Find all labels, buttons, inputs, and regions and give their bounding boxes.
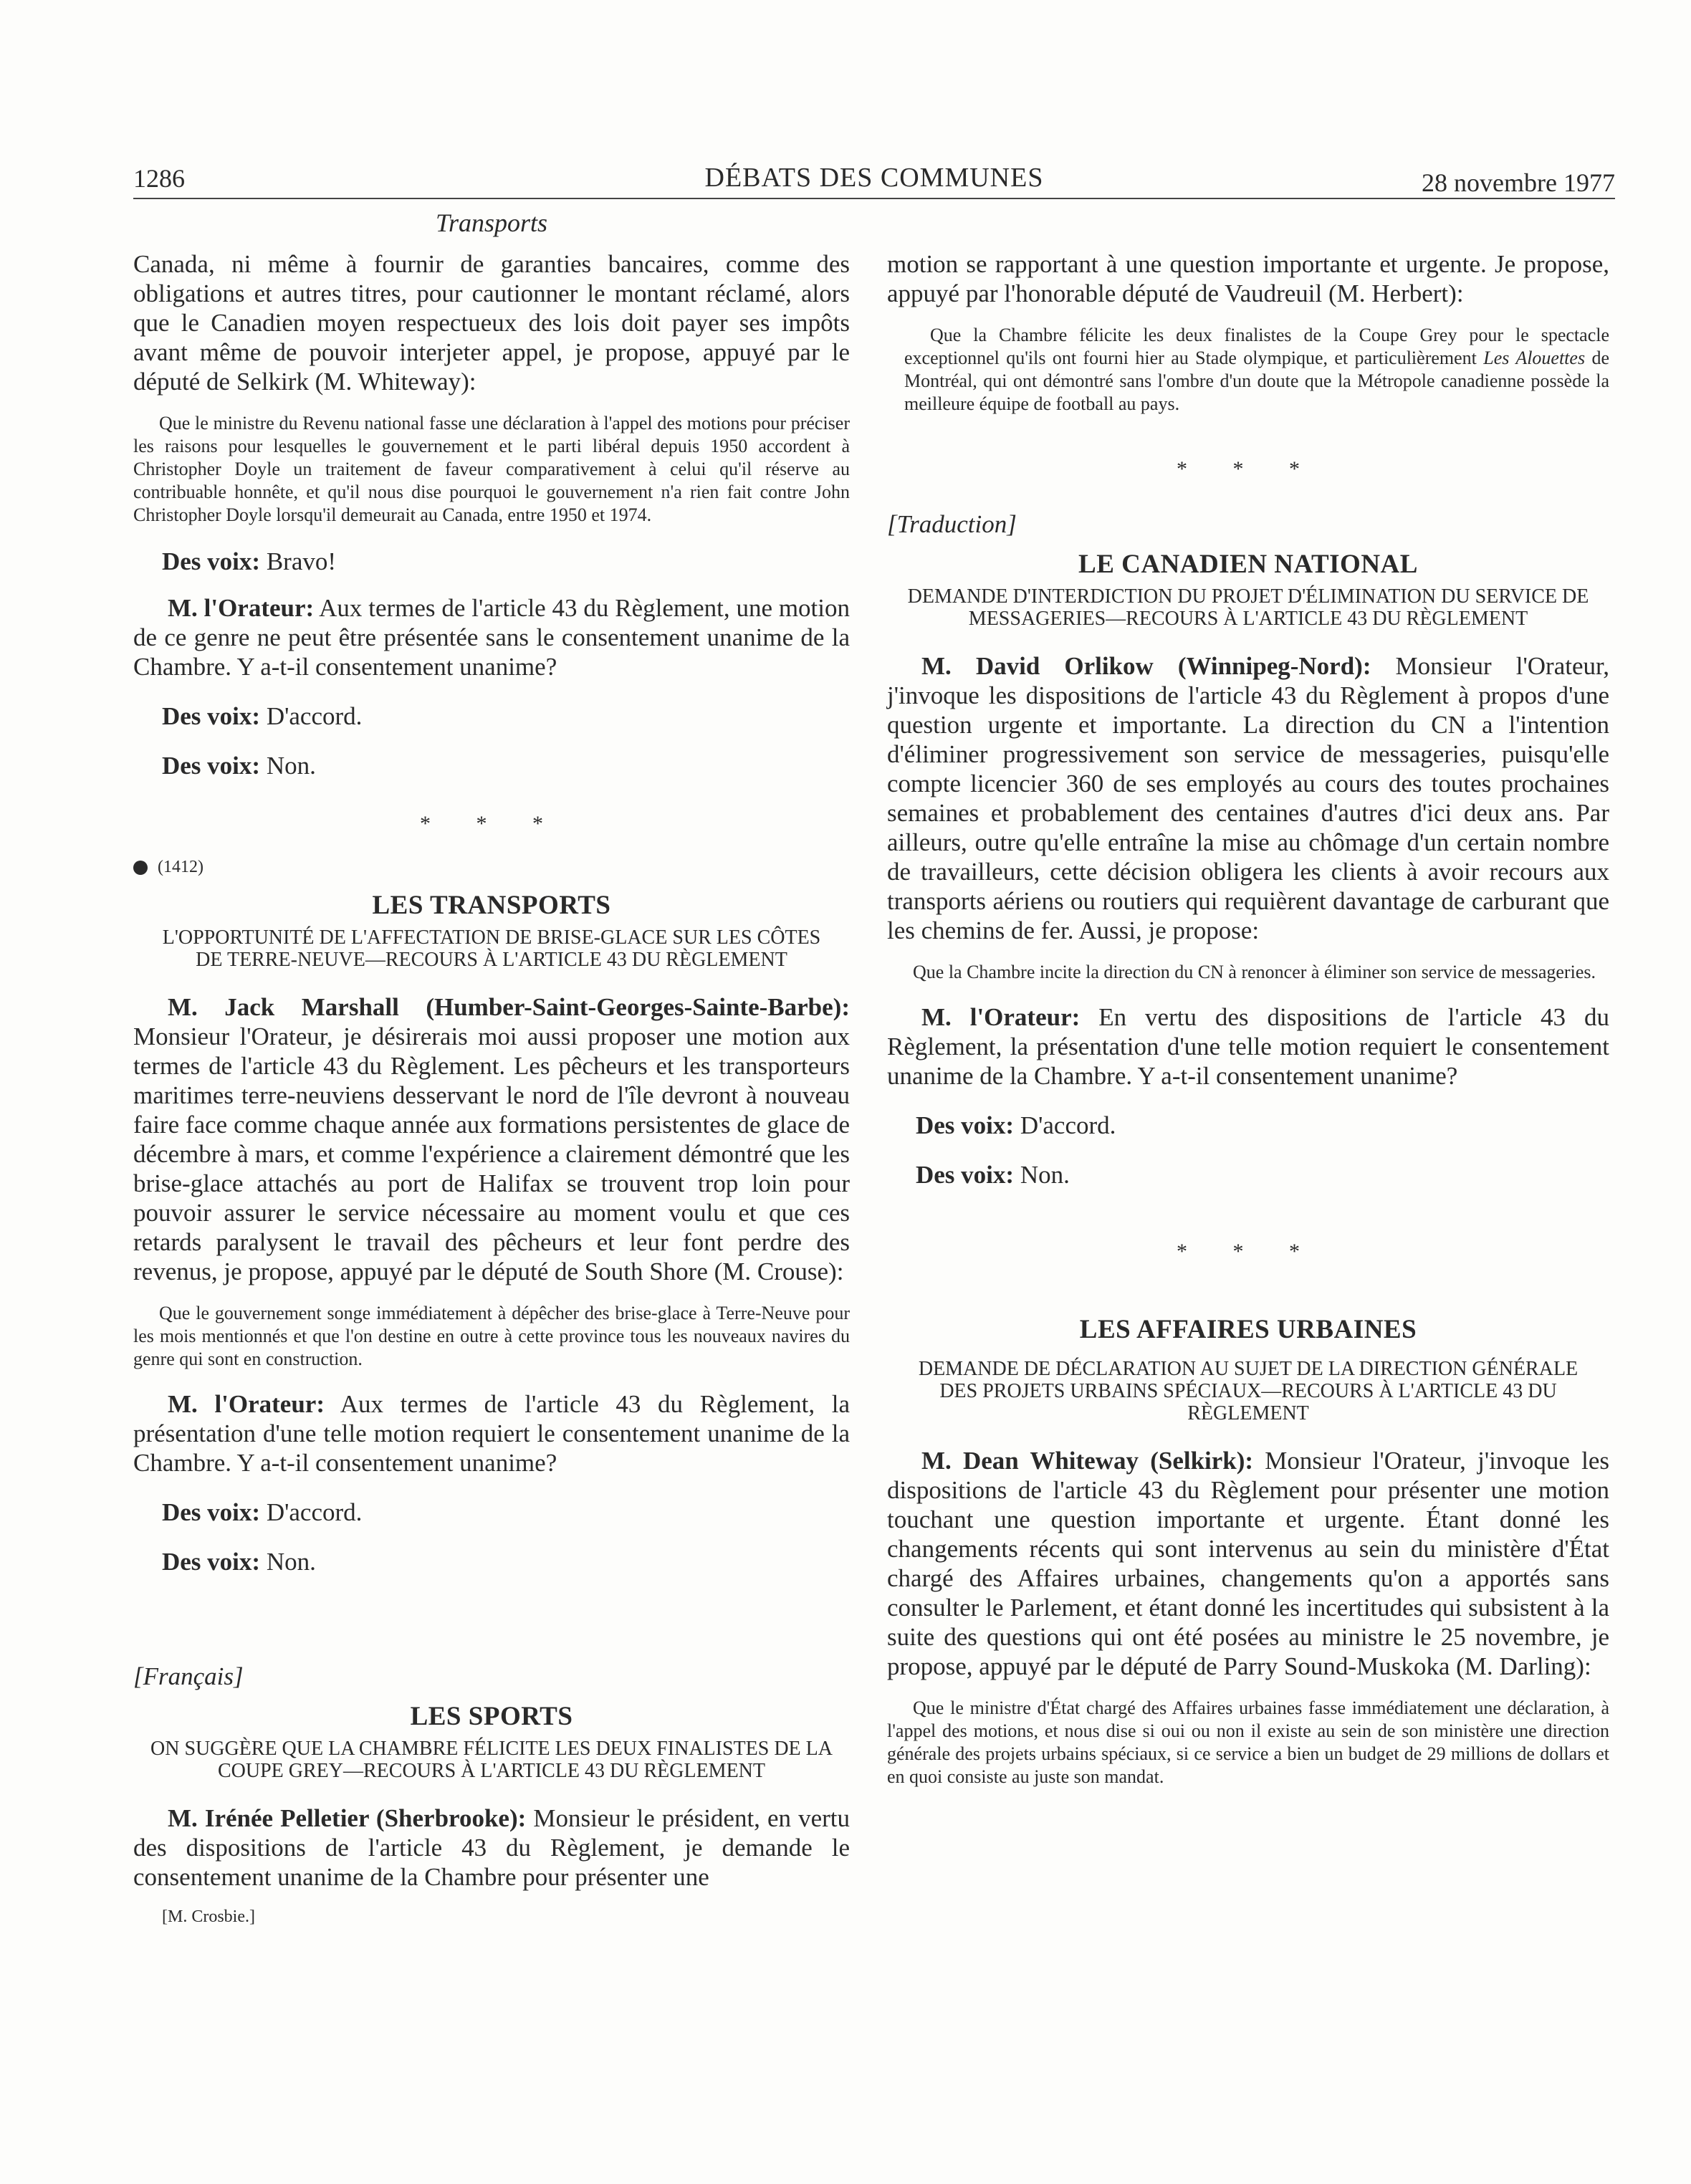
speaker-name: Des voix: — [162, 1498, 261, 1526]
voices-line — [162, 1498, 850, 1527]
speech-text: D'accord. — [260, 1498, 363, 1526]
speaker-paragraph — [887, 651, 1609, 945]
speech-text: Monsieur le président, en vertu des dispositions de l'article 43 du Règlement, je demande le consentement unanime de la Chambre pour présenter une — [133, 1804, 851, 1891]
speaker-paragraph — [133, 593, 850, 681]
motion-text: Que le ministre du Revenu national fasse une déclaration à l'appel des motions pour préciser les raisons pour lesquelles le gouvernement et le parti libéral depuis 1950 accordent à Christopher Doyle un traitement de faveur comparativement à celui qu'il réserve au contribuable honnête, et qu'il nous dise pourquoi le gouvernement n'a rien fait contre John Christopher Doyle lorsqu'il demeurait au Canada, entre 1950 et 1974. — [133, 413, 850, 525]
voices-line — [916, 1111, 1609, 1140]
publication-date: 28 novembre 1977 — [1422, 168, 1615, 197]
language-marker: [Traduction] — [887, 510, 1017, 538]
section-separator: * * * — [420, 812, 563, 835]
team-name: Les Alouettes — [1483, 348, 1586, 368]
speech-text: Monsieur l'Orateur, j'invoque les dispositions de l'article 43 du Règlement à propos d'une question urgente et importante. La direction du CN a l'intention d'éliminer progressivement son service de messageries, puisqu'elle compte licencier 360 de ses employés au cours des toutes prochaines semaines et probablement des centaines d'autres d'ici deux ans. Par ailleurs, outre qu'elle entraîne la mise au chômage d'un certain nombre de travailleurs, cette décision obligera les clients à avoir recours aux transports aériens ou routiers qui requièrent davantage de carburant que les chemins de fer. Aussi, je propose: — [887, 652, 1609, 944]
motion-text-part: Que la Chambre félicite les deux finalistes de la Coupe Grey pour le spectacle exceptionnel qu'ils ont fourni hier au Stade olympique, et particulièrement — [904, 325, 1609, 368]
section-subheading: DEMANDE D'INTERDICTION DU PROJET D'ÉLIMINATION DU SERVICE DE MESSAGERIES—RECOURS À L'ARTICLE 43 DU RÈGLEMENT — [907, 585, 1589, 630]
speaker-name: Des voix: — [162, 702, 261, 730]
speaker-name: Des voix: — [916, 1161, 1015, 1189]
speech-text: En vertu des dispositions de l'article 43 du Règlement, la présentation d'une telle motion requiert le consentement unanime de la Chambre. Y a-t-il consentement unanime? — [887, 1003, 1609, 1090]
motion-text — [887, 324, 1609, 416]
speech-text: Aux termes de l'article 43 du Règlement, la présentation d'une telle motion requiert le consentement unanime de la Chambre. Y a-t-il consentement unanime? — [133, 1390, 851, 1477]
speaker-paragraph — [133, 1389, 850, 1477]
voices-line — [162, 701, 850, 731]
speech-text: Aux termes de l'article 43 du Règlement, une motion de ce genre ne peut être présentée sans le consentement unanime de la Chambre. Y a-t-il consentement unanime? — [133, 594, 850, 681]
section-subheading: L'OPPORTUNITÉ DE L'AFFECTATION DE BRISE-GLACE SUR LES CÔTES DE TERRE-NEUVE—RECOURS À L'ARTICLE 43 DU RÈGLEMENT — [162, 926, 821, 971]
speech-text: D'accord. — [1014, 1111, 1116, 1139]
intro-paragraph: Canada, ni même à fournir de garanties bancaires, comme des obligations et autres titres, pour cautionner le montant réclamé, alors que le Canadien moyen respectueux des lois doit payer ses impôts avant même de pouvoir interjeter appel, je propose, appuyé par le député de Selkirk (M. Whiteway): — [133, 250, 850, 396]
speech-text: Non. — [260, 1548, 316, 1576]
speaker-name: Des voix: — [162, 547, 261, 575]
speaker-name: M. l'Orateur: — [168, 594, 315, 622]
speech-text: Non. — [1014, 1161, 1070, 1189]
section-subheading: ON SUGGÈRE QUE LA CHAMBRE FÉLICITE LES DEUX FINALISTES DE LA COUPE GREY—RECOURS À L'ARTICLE 43 DU RÈGLEMENT — [150, 1738, 833, 1782]
speaker-name: M. David Orlikow (Winnipeg-Nord): — [921, 652, 1371, 680]
speaker-name: M. Jack Marshall (Humber-Saint-Georges-Sainte-Barbe): — [168, 993, 850, 1021]
time-stamp-text: (1412) — [158, 858, 203, 876]
motion-text: Que le ministre d'État chargé des Affaires urbaines fasse immédiatement une déclaration, à l'appel des motions, et nous dise si oui ou non il existe au sein de son ministère une direction générale des projets urbains spéciaux, si ce service a bien un budget de 29 millions de dollars et en quoi consiste au juste son mandat. — [887, 1697, 1609, 1787]
speaker-name: Des voix: — [162, 752, 261, 780]
speaker-name: M. Irénée Pelletier (Sherbrooke): — [168, 1804, 527, 1832]
speaker-name: Des voix: — [916, 1111, 1015, 1139]
section-heading: LE CANADIEN NATIONAL — [1078, 550, 1418, 579]
intro-paragraph: motion se rapportant à une question importante et urgente. Je propose, appuyé par l'honorable député de Vaudreuil (M. Herbert): — [887, 250, 1609, 307]
voices-line — [162, 1547, 850, 1576]
speaker-name: M. Dean Whiteway (Selkirk): — [921, 1447, 1254, 1475]
running-head: Transports — [435, 209, 548, 237]
speaker-name: Des voix: — [162, 1548, 261, 1576]
motion-text-part: de Montréal, qui ont démontré sans l'ombre d'un doute que la Métropole canadienne possède la meilleure équipe de football au pays. — [904, 348, 1610, 414]
section-heading: LES SPORTS — [410, 1702, 573, 1731]
speech-text: D'accord. — [260, 702, 363, 730]
motion-text: Que la Chambre incite la direction du CN à renoncer à éliminer son service de messageries. — [913, 962, 1596, 982]
speaker-paragraph — [887, 1002, 1609, 1091]
left-column — [133, 249, 850, 1927]
speaker-paragraph — [133, 1804, 850, 1892]
publication-title: DÉBATS DES COMMUNES — [704, 163, 1044, 193]
footnote: [M. Crosbie.] — [162, 1907, 255, 1926]
page-header — [133, 156, 1615, 199]
voices-line — [162, 547, 850, 576]
page-number: 1286 — [133, 164, 185, 193]
speech-text: Bravo! — [260, 547, 337, 575]
speaker-paragraph — [133, 992, 850, 1286]
speech-text: Monsieur l'Orateur, je désirerais moi aussi proposer une motion aux termes de l'article 43 du Règlement. Les pêcheurs et les transporteurs maritimes terre-neuviens desservant le nord de l'île devront à nouveau faire face comme chaque année aux formations persistentes de glace de décembre à mars, et comme l'expérience a clairement démontré que les brise-glace attachés au port de Halifax se trouvent trop loin pour pouvoir assurer le service nécessaire au moment voulu et que ces retards paralysent le travail des pêcheurs et leur font perdre des revenus, je propose, appuyé par le député de South Shore (M. Crouse): — [133, 1022, 850, 1285]
section-heading: LES AFFAIRES URBAINES — [1079, 1315, 1417, 1344]
voices-line — [916, 1160, 1609, 1189]
speaker-name: M. l'Orateur: — [168, 1390, 325, 1418]
bullet-icon — [133, 861, 148, 875]
motion-text: Que le gouvernement songe immédiatement à dépêcher des brise-glace à Terre-Neuve pour les mois mentionnés et que l'on destine en outre à cette province tous les nouveaux navires du genre qui sont en construction. — [133, 1303, 850, 1369]
section-separator: * * * — [1177, 457, 1320, 481]
language-marker: [Français] — [133, 1662, 244, 1690]
section-separator: * * * — [1177, 1240, 1320, 1263]
speech-text: Monsieur l'Orateur, j'invoque les dispositions de l'article 43 du Règlement pour présenter une motion touchant une question importante et urgente. Étant donné les changements récents qui sont intervenus au sein du ministère d'État chargé des Affaires urbaines, changements qu'on a apportés sans consulter le Parlement, et étant donné les incertitudes qui subsistent à la suite des questions qui ont été posées au ministre le 25 novembre, je propose, appuyé par le député de Parry Sound-Muskoka (M. Darling): — [887, 1447, 1609, 1680]
speaker-paragraph — [887, 1446, 1609, 1681]
time-stamp — [133, 858, 850, 877]
voices-line — [162, 751, 850, 780]
speech-text: Non. — [260, 752, 316, 780]
speaker-name: M. l'Orateur: — [921, 1003, 1081, 1031]
section-subheading: DEMANDE DE DÉCLARATION AU SUJET DE LA DIRECTION GÉNÉRALE DES PROJETS URBAINS SPÉCIAUX—RECOURS À L'ARTICLE 43 DU RÈGLEMENT — [918, 1358, 1579, 1424]
section-heading: LES TRANSPORTS — [372, 891, 611, 920]
right-column — [887, 249, 1609, 1807]
